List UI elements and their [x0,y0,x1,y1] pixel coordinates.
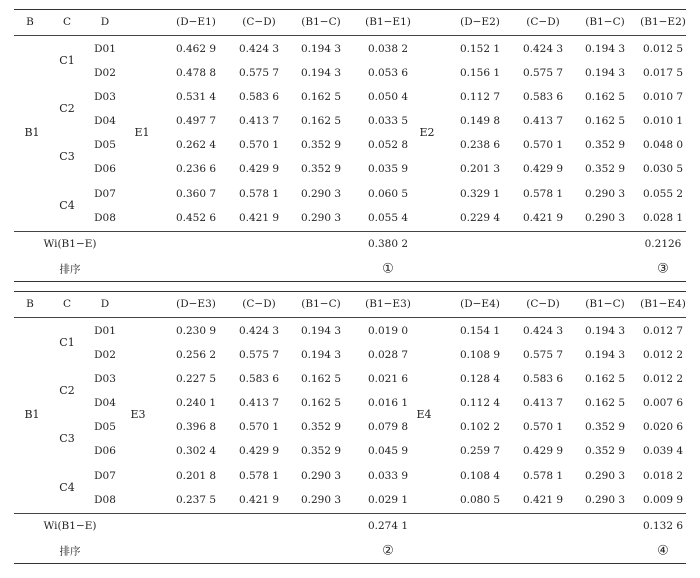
cell-value: 0.570 1 [522,139,564,151]
header-c-d-right: (C−D) [526,16,560,28]
cell-value: 0.256 2 [175,349,217,361]
cell-value: 0.194 3 [584,325,626,337]
c-label: C3 [59,150,75,163]
cell-value: 0.583 6 [238,91,280,103]
d-label: D01 [94,43,116,55]
rank-left-value: ② [382,543,394,559]
rank-label: 排序 [59,263,81,276]
cell-value: 0.237 5 [175,494,217,506]
cell-value: 0.018 2 [642,470,684,482]
cell-value: 0.010 7 [642,91,684,103]
body-rule [14,513,686,514]
cell-value: 0.575 7 [522,349,564,361]
cell-value: 0.424 3 [522,325,564,337]
cell-value: 0.290 3 [300,494,342,506]
cell-value: 0.421 9 [238,212,280,224]
d-label: D04 [94,115,116,127]
cell-value: 0.352 9 [300,421,342,433]
cell-value: 0.194 3 [584,67,626,79]
cell-value: 0.352 9 [584,163,626,175]
cell-value: 0.259 7 [459,445,501,457]
c-label: C4 [59,481,75,494]
cell-value: 0.352 9 [584,445,626,457]
cell-value: 0.240 1 [175,397,217,409]
cell-value: 0.162 5 [300,115,342,127]
header-d: D [100,16,110,28]
cell-value: 0.583 6 [238,373,280,385]
cell-value: 0.290 3 [584,470,626,482]
d-label: D03 [94,373,116,385]
header-b1-e4: (B1−E4) [640,298,686,310]
cell-value: 0.162 5 [300,91,342,103]
cell-value: 0.162 5 [584,397,626,409]
cell-value: 0.290 3 [300,212,342,224]
cell-value: 0.575 7 [238,67,280,79]
header-d-e2: (D−E2) [460,16,500,28]
cell-value: 0.578 1 [522,188,564,200]
cell-value: 0.033 9 [367,470,409,482]
cell-value: 0.028 7 [367,349,409,361]
cell-value: 0.290 3 [300,470,342,482]
header-b1-c: (B1−C) [301,298,341,310]
cell-value: 0.290 3 [300,188,342,200]
d-label: D02 [94,67,116,79]
cell-value: 0.162 5 [584,373,626,385]
cell-value: 0.227 5 [175,373,217,385]
cell-value: 0.055 4 [367,212,409,224]
header-c: C [62,298,72,310]
d-label: D08 [94,212,116,224]
cell-value: 0.578 1 [238,470,280,482]
cell-value: 0.050 4 [367,91,409,103]
wi-label: Wi(B1−E) [43,520,97,532]
c-label: C4 [59,199,75,212]
rank-label: 排序 [59,545,81,558]
d-label: D04 [94,397,116,409]
d-label: D06 [94,445,116,457]
cell-value: 0.578 1 [522,470,564,482]
c-label: C1 [59,336,75,349]
header-b1-e3: (B1−E3) [365,298,411,310]
cell-value: 0.421 9 [238,494,280,506]
b-label: B1 [24,408,40,421]
header-c-d-right: (C−D) [526,298,560,310]
cell-value: 0.578 1 [238,188,280,200]
cell-value: 0.055 2 [642,188,684,200]
cell-value: 0.194 3 [300,43,342,55]
cell-value: 0.162 5 [300,397,342,409]
cell-value: 0.413 7 [238,397,280,409]
rank-right-value: ④ [657,543,669,559]
cell-value: 0.010 1 [642,115,684,127]
d-label: D07 [94,470,116,482]
bottom-rule [14,281,686,282]
cell-value: 0.162 5 [584,91,626,103]
cell-value: 0.162 5 [300,373,342,385]
cell-value: 0.290 3 [584,188,626,200]
cell-value: 0.478 8 [175,67,217,79]
cell-value: 0.053 6 [367,67,409,79]
top-rule [14,291,686,292]
cell-value: 0.149 8 [459,115,501,127]
cell-value: 0.048 0 [642,139,684,151]
cell-value: 0.156 1 [459,67,501,79]
b-label: B1 [24,126,40,139]
body-rule [14,231,686,232]
cell-value: 0.413 7 [522,397,564,409]
wi-left-value: 0.380 2 [367,238,409,250]
cell-value: 0.194 3 [300,325,342,337]
cell-value: 0.575 7 [522,67,564,79]
header-b: B [26,298,34,310]
cell-value: 0.424 3 [238,325,280,337]
cell-value: 0.028 1 [642,212,684,224]
d-label: D06 [94,163,116,175]
cell-value: 0.230 9 [175,325,217,337]
cell-value: 0.039 4 [642,445,684,457]
cell-value: 0.424 3 [238,43,280,55]
cell-value: 0.012 5 [642,43,684,55]
cell-value: 0.462 9 [175,43,217,55]
header-rule [14,317,686,318]
cell-value: 0.016 1 [367,397,409,409]
cell-value: 0.007 6 [642,397,684,409]
cell-value: 0.360 7 [175,188,217,200]
cell-value: 0.352 9 [300,139,342,151]
cell-value: 0.236 6 [175,163,217,175]
cell-value: 0.429 9 [522,445,564,457]
header-d-e3: (D−E3) [176,298,216,310]
e-left-label: E1 [134,126,150,139]
header-b1-c-right: (B1−C) [585,298,625,310]
e-right-label: E4 [416,408,432,421]
cell-value: 0.229 4 [459,212,501,224]
c-label: C2 [59,102,75,115]
cell-value: 0.352 9 [300,445,342,457]
header-d: D [100,298,110,310]
header-c: C [62,16,72,28]
cell-value: 0.413 7 [238,115,280,127]
cell-value: 0.424 3 [522,43,564,55]
header-b1-e1: (B1−E1) [365,16,411,28]
cell-value: 0.033 5 [367,115,409,127]
e-left-label: E3 [130,408,146,421]
c-label: C1 [59,54,75,67]
wi-label: Wi(B1−E) [43,238,97,250]
d-label: D05 [94,421,116,433]
cell-value: 0.060 5 [367,188,409,200]
header-b1-c: (B1−C) [301,16,341,28]
cell-value: 0.570 1 [238,139,280,151]
header-b: B [26,16,34,28]
cell-value: 0.052 8 [367,139,409,151]
d-label: D05 [94,139,116,151]
cell-value: 0.302 4 [175,445,217,457]
header-b1-e2: (B1−E2) [640,16,686,28]
wi-right-value: 0.132 6 [642,520,684,532]
cell-value: 0.201 3 [459,163,501,175]
cell-value: 0.570 1 [238,421,280,433]
cell-value: 0.108 9 [459,349,501,361]
cell-value: 0.497 7 [175,115,217,127]
cell-value: 0.154 1 [459,325,501,337]
d-label: D02 [94,349,116,361]
cell-value: 0.429 9 [238,445,280,457]
cell-value: 0.531 4 [175,91,217,103]
cell-value: 0.570 1 [522,421,564,433]
cell-value: 0.429 9 [522,163,564,175]
cell-value: 0.452 6 [175,212,217,224]
cell-value: 0.108 4 [459,470,501,482]
cell-value: 0.201 8 [175,470,217,482]
cell-value: 0.194 3 [584,349,626,361]
header-d-e4: (D−E4) [460,298,500,310]
cell-value: 0.583 6 [522,91,564,103]
header-c-d: (C−D) [242,298,276,310]
d-label: D01 [94,325,116,337]
cell-value: 0.112 7 [459,91,501,103]
cell-value: 0.238 6 [459,139,501,151]
cell-value: 0.035 9 [367,163,409,175]
cell-value: 0.012 2 [642,349,684,361]
cell-value: 0.194 3 [300,67,342,79]
e-right-label: E2 [419,126,435,139]
rank-left-value: ① [382,261,394,277]
cell-value: 0.352 9 [584,139,626,151]
cell-value: 0.194 3 [300,349,342,361]
cell-value: 0.045 9 [367,445,409,457]
wi-right-value: 0.2126 [644,238,682,250]
c-label: C3 [59,432,75,445]
top-rule [14,9,686,10]
cell-value: 0.112 4 [459,397,501,409]
cell-value: 0.012 7 [642,325,684,337]
cell-value: 0.290 3 [584,494,626,506]
cell-value: 0.079 8 [367,421,409,433]
c-label: C2 [59,384,75,397]
cell-value: 0.162 5 [584,115,626,127]
bottom-rule [14,563,686,564]
header-d-e1: (D−E1) [176,16,216,28]
cell-value: 0.029 1 [367,494,409,506]
cell-value: 0.429 9 [238,163,280,175]
cell-value: 0.352 9 [300,163,342,175]
cell-value: 0.080 5 [459,494,501,506]
cell-value: 0.290 3 [584,212,626,224]
cell-value: 0.396 8 [175,421,217,433]
header-rule [14,35,686,36]
cell-value: 0.421 9 [522,212,564,224]
cell-value: 0.009 9 [642,494,684,506]
cell-value: 0.194 3 [584,43,626,55]
cell-value: 0.329 1 [459,188,501,200]
cell-value: 0.575 7 [238,349,280,361]
d-label: D03 [94,91,116,103]
cell-value: 0.017 5 [642,67,684,79]
wi-left-value: 0.274 1 [367,520,409,532]
cell-value: 0.012 2 [642,373,684,385]
cell-value: 0.421 9 [522,494,564,506]
cell-value: 0.021 6 [367,373,409,385]
cell-value: 0.102 2 [459,421,501,433]
cell-value: 0.030 5 [642,163,684,175]
rank-right-value: ③ [657,261,669,277]
cell-value: 0.038 2 [367,43,409,55]
d-label: D07 [94,188,116,200]
cell-value: 0.019 0 [367,325,409,337]
cell-value: 0.020 6 [642,421,684,433]
cell-value: 0.352 9 [584,421,626,433]
header-c-d: (C−D) [242,16,276,28]
cell-value: 0.128 4 [459,373,501,385]
cell-value: 0.583 6 [522,373,564,385]
cell-value: 0.262 4 [175,139,217,151]
d-label: D08 [94,494,116,506]
cell-value: 0.413 7 [522,115,564,127]
cell-value: 0.152 1 [459,43,501,55]
header-b1-c-right: (B1−C) [585,16,625,28]
